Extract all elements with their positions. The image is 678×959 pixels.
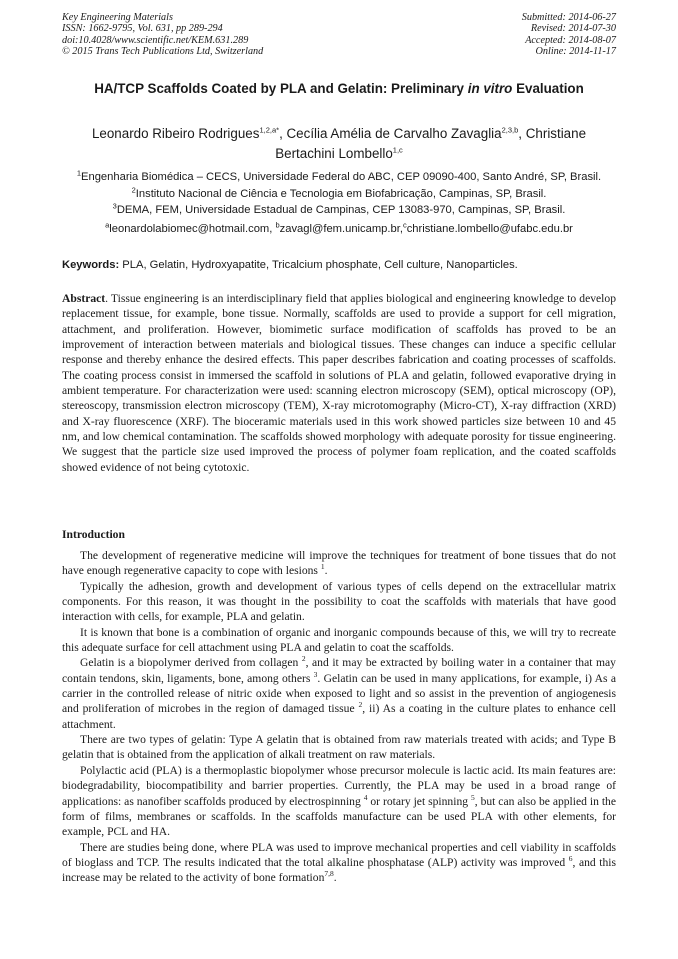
citation-ref: 5 [470,792,475,802]
intro-p6-text: , but can also be applied in the form of films, membranes or scaffolds. In the scaffolds manufacture can be used PLA with other elements, for example, PCL and HA. [62,794,616,839]
author-emails [62,222,616,236]
keywords-text: PLA, Gelatin, Hydroxyapatite, Tricalcium phosphate, Cell culture, Nanoparticles. [119,259,518,271]
keywords-line [62,258,616,272]
email-c-mark: c [402,220,407,230]
intro-paragraph-5: There are two types of gelatin: Type A gelatin that is obtained from raw materials treated with acids; and Type B gelatin that is obtained from the application of alkali treatment on raw materials. [62,733,616,762]
author-2: , Cecília Amélia de Carvalho Zavaglia [279,126,502,141]
author-3: , Christiane Bertachini Lombello [275,126,587,161]
intro-paragraph-3: It is known that bone is a combination of organic and inorganic compounds because of this, we will try to recreate this adequate surface for cell attachment using PLA and gelatin to coat the scaffolds. [62,625,616,655]
abstract-label: Abstract [62,292,106,305]
abstract-text: . Tissue engineering is an interdisciplinary field that applies biological and engineering knowledge to develop replacement tissue, for example, bone tissue. Normally, scaffolds are used to provide a support for cell migration, attachment, and proliferation. However, biomimetic surface modification of scaffolds has proved to be an improvement of interaction between materials and biological tissues. These changes can induce a specific cellular response and thereby enhance the desired effects. This paper describes fabrication and coating processes of scaffolds. The coating process consist in immersed the scaffold in solutions of PLA and gelatin, followed evaporative drying in ambient temperature. For characterization were used: scanning electron microscopy (SEM), optical microscopy (OP), stereoscopy, transmission electron microscopy (TEM), X-ray microtomography (Micro-CT), X-ray diffraction (XRD) and X-ray fluorescence (XRF). The bioceramic materials used in this work showed particles size between 10 and 45 nm, and low chemical contamination. The scaffolds showed morphology with adequate porosity for tissue engineering. We suggest that the particle size used improved the process of polymer foam replication, and the coated scaffolds showed evidence of not being cytotoxic. [62,292,616,474]
title-end: Evaluation [512,81,584,96]
issn-line: ISSN: 1662-9795, Vol. 631, pp 289-294 [62,23,223,35]
email-b-mark: b [275,220,280,230]
intro-p4-text: Gelatin is a biopolymer derived from collagen [80,656,302,670]
intro-p1-end: . [324,564,328,578]
intro-p6-text: Polylactic acid (PLA) is a thermoplastic biopolymer whose precursor molecule is lactic acid. Its main features are: biodegradability, biocompatibility and barrier properties. Currently, the PLA may be used in a broad range of applications: as nanofiber scaffolds produced by electrospinning [62,763,616,808]
title-italic: in vitro [467,81,513,96]
affil-2-mark: 2 [131,184,136,194]
citation-ref: 6 [568,854,573,864]
intro-paragraph-6 [62,763,616,840]
affil-1-text: Engenharia Biomédica – CECS, Universidade Federal do ABC, CEP 09090-400, Santo André, SP, Brasil. [81,171,602,183]
intro-p7-text: There are studies being done, where PLA was used to improve mechanical properties and cell viability in scaffolds of bioglass and TCP. The results indicated that the total alkaline phosphatase (ALP) activity was improved [62,840,616,869]
citation-ref: 2 [358,700,363,710]
journal-name: Key Engineering Materials [62,12,173,23]
journal-info [62,12,263,58]
introduction-heading: Introduction [62,528,125,541]
citation-ref: 1 [320,562,325,572]
affiliations [62,169,616,219]
introduction-body [62,548,616,886]
keywords-label: Keywords: [62,259,120,271]
affil-1-mark: 1 [76,168,82,178]
author-1: Leonardo Ribeiro Rodrigues [91,126,260,141]
intro-p4-text: , and it may be extracted by boiling water in a container that may contain tendons, skin, ligaments, bone, among others [62,656,616,685]
intro-p7-text: , and this increase may be related to the activity of bone formation [62,855,616,885]
author-list [62,124,616,163]
intro-paragraph-2: Typically the adhesion, growth and development of various types of cells depend on the extracellular matrix components. For this reason, it was thought in the possibility to coat the scaffolds with materials that have good interaction with cells, for example, PLA and gelatin. [62,579,616,624]
citation-ref: 2 [301,654,306,664]
email-c-link[interactable]: christiane.lombello@ufabc.edu.br [406,223,573,235]
citation-ref: 4 [363,792,368,802]
affil-2-text: Instituto Nacional de Ciência e Tecnologia em Biofabricação, Campinas, SP, Brasil. [135,187,547,200]
intro-paragraph-1 [62,548,616,579]
publication-dates [522,12,616,58]
intro-p6-text: or rotary jet spinning [367,794,471,808]
paper-title [62,79,616,99]
author-2-affil: 2,3,b [501,125,519,135]
online-date: Online: 2014-11-17 [535,46,616,58]
submitted-date: Submitted: 2014-06-27 [521,12,616,23]
affil-3-mark: 3 [112,201,117,211]
revised-date: Revised: 2014-07-30 [530,23,616,35]
citation-ref: 3 [313,669,318,679]
doi-line: doi:10.4028/www.scientific.net/KEM.631.289 [62,34,249,46]
author-3-affil: 1,c [392,145,403,155]
abstract-paragraph [62,291,616,475]
affil-3-text: DEMA, FEM, Universidade Estadual de Campinas, CEP 13083-970, Campinas, SP, Brasil. [116,204,566,216]
author-1-affil: 1,2,a* [259,125,280,135]
intro-p4-text: , ii) As a coating in the culture plates to enhance cell attachment. [62,702,616,731]
email-a-link[interactable]: leonardolabiomec@hotmail.com, [109,223,276,235]
intro-p4-text: . Gelatin can be used in many applications, for example, i) As a carrier in the controlled release of nitric oxide when exposed to light and so assist in the prevention of angiogenesis and proliferation of microbes in the region of damaged tissue [62,671,617,716]
intro-p1-text: The development of regenerative medicine will improve the techniques for treatment of bone tissues that do not have enough regenerative capacity to cope with lesions [62,549,616,578]
intro-p7-text: . [333,871,337,885]
citation-ref: 7,8 [324,869,334,879]
accepted-date: Accepted: 2014-08-07 [525,34,616,46]
copyright-line: © 2015 Trans Tech Publications Ltd, Switzerland [62,46,264,58]
intro-paragraph-4 [62,655,616,732]
title-main: HA/TCP Scaffolds Coated by PLA and Gelatin: Preliminary [94,81,468,96]
email-b-link[interactable]: zavagl@fem.unicamp.br, [279,223,403,235]
intro-paragraph-7 [62,840,616,886]
email-a-mark: a [105,220,110,230]
